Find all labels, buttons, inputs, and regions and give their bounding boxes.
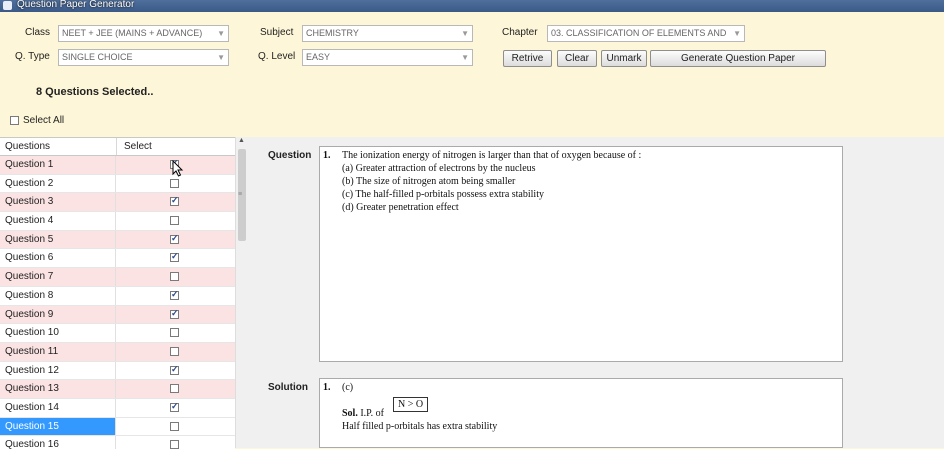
option-b: (b) The size of nitrogen atom being smaller [342, 176, 516, 187]
question-cell[interactable]: Question 1 [0, 156, 116, 174]
chevron-down-icon: ▼ [461, 29, 469, 38]
question-cell[interactable]: Question 5 [0, 231, 116, 249]
generate-question-paper-button[interactable]: Generate Question Paper [650, 50, 826, 67]
header-select[interactable]: Select [124, 141, 152, 152]
select-checkbox[interactable] [170, 291, 179, 300]
table-row[interactable] [0, 193, 235, 212]
header-questions[interactable]: Questions [5, 141, 51, 152]
table-row[interactable] [0, 343, 235, 362]
app-icon [3, 1, 12, 10]
select-checkbox[interactable] [170, 197, 179, 206]
question-cell[interactable]: Question 16 [0, 436, 116, 449]
chapter-label: Chapter [502, 27, 538, 38]
table-row[interactable] [0, 324, 235, 343]
questions-grid [0, 137, 235, 449]
select-all-label: Select All [23, 115, 65, 126]
question-label: Question [268, 150, 312, 161]
option-d: (d) Greater penetration effect [342, 202, 459, 213]
select-all-checkbox[interactable] [10, 116, 19, 125]
question-cell[interactable]: Question 10 [0, 324, 116, 342]
option-a: (a) Greater attraction of electrons by the nucleus [342, 163, 536, 174]
qlevel-label: Q. Level [258, 51, 296, 62]
question-cell[interactable]: Question 9 [0, 306, 116, 324]
solution-number: 1. [323, 382, 331, 393]
solution-box[interactable] [319, 378, 843, 448]
qtype-select-value: SINGLE CHOICE [62, 52, 133, 62]
chevron-down-icon: ▼ [217, 29, 225, 38]
select-checkbox[interactable] [170, 384, 179, 393]
chapter-select[interactable] [547, 25, 745, 42]
chevron-down-icon: ▼ [217, 53, 225, 62]
table-row[interactable] [0, 231, 235, 250]
option-c: (c) The half-filled p-orbitals possess extra stability [342, 189, 544, 200]
chapter-select-value: 03. CLASSIFICATION OF ELEMENTS AND [551, 28, 727, 38]
table-row[interactable] [0, 268, 235, 287]
select-checkbox[interactable] [170, 179, 179, 188]
table-row[interactable] [0, 362, 235, 381]
select-checkbox[interactable] [170, 422, 179, 431]
question-cell[interactable]: Question 4 [0, 212, 116, 230]
chevron-down-icon: ▼ [461, 53, 469, 62]
select-checkbox[interactable] [170, 253, 179, 262]
select-checkbox[interactable] [170, 216, 179, 225]
table-row[interactable] [0, 418, 235, 437]
question-cell[interactable]: Question 13 [0, 380, 116, 398]
question-number: 1. [323, 150, 331, 161]
table-row[interactable] [0, 399, 235, 418]
qlevel-select-value: EASY [306, 52, 331, 62]
question-cell[interactable]: Question 8 [0, 287, 116, 305]
table-row[interactable] [0, 212, 235, 231]
subject-label: Subject [260, 27, 294, 38]
selection-status: 8 Questions Selected.. [36, 86, 154, 98]
question-cell[interactable]: Question 6 [0, 249, 116, 267]
clear-button[interactable]: Clear [557, 50, 597, 67]
qtype-label: Q. Type [15, 51, 50, 62]
solution-answer: (c) [342, 382, 354, 393]
subject-select-value: CHEMISTRY [306, 28, 359, 38]
table-row[interactable] [0, 380, 235, 399]
table-row[interactable] [0, 156, 235, 175]
select-checkbox[interactable] [170, 328, 179, 337]
question-cell[interactable]: Question 3 [0, 193, 116, 211]
class-select-value: NEET + JEE (MAINS + ADVANCE) [62, 28, 203, 38]
header-divider [116, 138, 117, 155]
select-checkbox[interactable] [170, 347, 179, 356]
question-cell[interactable]: Question 14 [0, 399, 116, 417]
table-row[interactable] [0, 436, 235, 449]
question-cell[interactable]: Question 12 [0, 362, 116, 380]
sol-prefix: Sol. [342, 408, 358, 419]
question-cell[interactable]: Question 11 [0, 343, 116, 361]
window-title: Question Paper Generator [17, 0, 135, 10]
solution-label: Solution [268, 382, 308, 393]
question-cell[interactable]: Question 15 [0, 418, 116, 436]
grid-body [0, 156, 235, 449]
sol-text: I.P. of [360, 408, 384, 419]
class-select[interactable] [58, 25, 229, 42]
question-cell[interactable]: Question 7 [0, 268, 116, 286]
select-checkbox[interactable] [170, 235, 179, 244]
solution-line [342, 408, 384, 419]
boxed-relation: N > O [393, 397, 428, 412]
mouse-cursor-icon [172, 160, 184, 178]
title-bar [0, 0, 944, 12]
class-label: Class [25, 27, 51, 38]
select-all-row[interactable] [10, 115, 64, 127]
question-text: The ionization energy of nitrogen is larger than that of oxygen because of : [342, 150, 642, 161]
qlevel-select[interactable] [302, 49, 473, 66]
table-row[interactable] [0, 287, 235, 306]
select-checkbox[interactable] [170, 403, 179, 412]
table-row[interactable] [0, 306, 235, 325]
solution-explanation: Half filled p-orbitals has extra stability [342, 421, 498, 432]
select-checkbox[interactable] [170, 310, 179, 319]
question-cell[interactable]: Question 2 [0, 175, 116, 193]
unmark-button[interactable]: Unmark [601, 50, 647, 67]
qtype-select[interactable] [58, 49, 229, 66]
question-box[interactable] [319, 146, 843, 362]
scroll-up-icon[interactable]: ▲ [238, 137, 245, 144]
table-row[interactable] [0, 175, 235, 194]
select-checkbox[interactable] [170, 366, 179, 375]
chevron-down-icon: ▼ [733, 29, 741, 38]
table-row[interactable] [0, 249, 235, 268]
grip-icon: ≡ [238, 191, 243, 198]
subject-select[interactable] [302, 25, 473, 42]
grid-header [0, 138, 235, 156]
select-checkbox[interactable] [170, 272, 179, 281]
retrive-button[interactable]: Retrive [503, 50, 552, 67]
